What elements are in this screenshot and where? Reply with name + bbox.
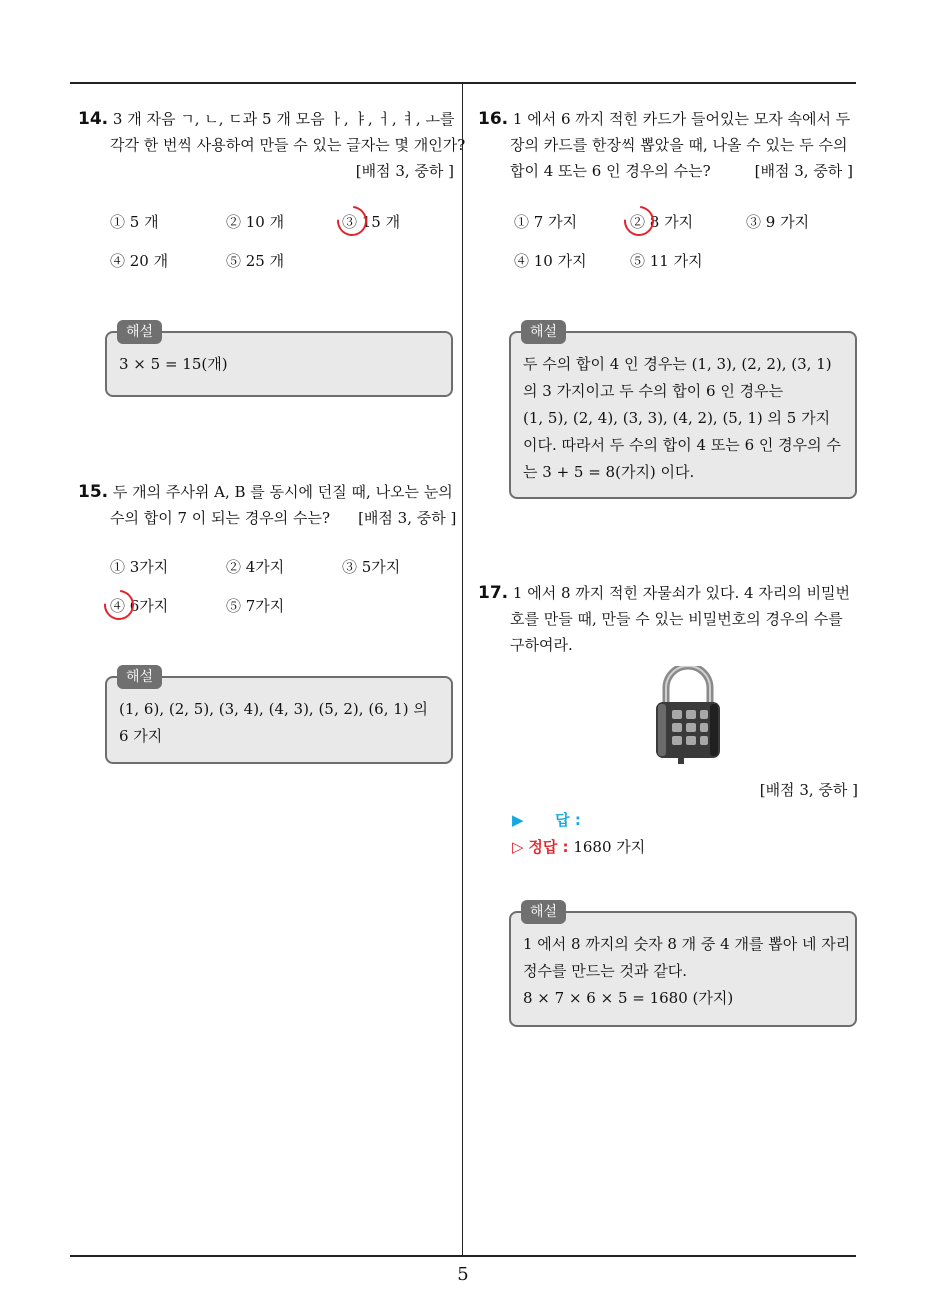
- question-text: 구하여라.: [510, 636, 573, 654]
- score-meta: [배점 3, 중하 ]: [358, 509, 457, 527]
- choice-3[interactable]: ③ 9 가지: [746, 213, 810, 231]
- question-17: [478, 580, 858, 658]
- solution-text: 1 에서 8 까지의 숫자 8 개 중 4 개를 뽑아 네 자리: [523, 935, 851, 953]
- score-meta: [배점 3, 중하 ]: [754, 162, 853, 180]
- choice-4[interactable]: ④ 20 개: [110, 252, 169, 270]
- question-15: [78, 479, 457, 531]
- solution-text: 이다. 따라서 두 수의 합이 4 또는 6 인 경우의 수: [523, 436, 841, 454]
- solution-box-15: [105, 676, 453, 764]
- question-text: 두 개의 주사위 A, B 를 동시에 던질 때, 나오는 눈의: [112, 483, 453, 501]
- solution-text: 6 가지: [119, 727, 163, 745]
- correct-answer-row: [512, 836, 645, 857]
- answer-label: 답 :: [555, 811, 581, 829]
- solution-text: 는 3 + 5 = 8(가지) 이다.: [523, 463, 695, 481]
- question-text: 장의 카드를 한장씩 뽑았을 때, 나올 수 있는 두 수의: [510, 136, 848, 154]
- question-text: 수의 합이 7 이 되는 경우의 수는? [배점 3, 중하 ]: [110, 509, 457, 527]
- solution-text: 의 3 가지이고 두 수의 합이 6 인 경우는: [523, 382, 784, 400]
- solution-box-16: [509, 331, 857, 499]
- header-rule: [70, 82, 856, 84]
- solution-tab: 해설: [521, 900, 566, 924]
- choice-4[interactable]: ④ 6가지: [110, 597, 169, 615]
- solution-box-17: [509, 911, 857, 1027]
- play-outline-icon: ▷: [512, 838, 524, 856]
- solution-text: (1, 6), (2, 5), (3, 4), (4, 3), (5, 2), (6, 1) 의: [119, 700, 428, 718]
- question-number: 14.: [78, 109, 109, 129]
- choice-3[interactable]: ③ 5가지: [342, 558, 401, 576]
- solution-tab: 해설: [521, 320, 566, 344]
- choice-5[interactable]: ⑤ 25 개: [226, 252, 285, 270]
- score-meta: [배점 3, 중하 ]: [355, 162, 454, 180]
- solution-text: (1, 5), (2, 4), (3, 3), (4, 2), (5, 1) 의 5 가지: [523, 409, 831, 427]
- question-text: 호를 만들 때, 만들 수 있는 비밀번호의 경우의 수를: [510, 610, 843, 628]
- answer-mark: [618, 200, 660, 242]
- question-text: 1 에서 8 까지 적힌 자물쇠가 있다. 4 자리의 비밀번: [512, 584, 851, 602]
- solution-text: 정수를 만드는 것과 같다.: [523, 962, 687, 980]
- page-number: 5: [457, 1264, 469, 1285]
- question-text: 1 에서 6 까지 적힌 카드가 들어있는 모자 속에서 두: [512, 110, 851, 128]
- solution-text: 두 수의 합이 4 인 경우는 (1, 3), (2, 2), (3, 1): [523, 355, 832, 373]
- padlock-image: [652, 666, 724, 766]
- answer-mark: [98, 584, 140, 626]
- solution-text: 3 × 5 = 15(개): [119, 355, 228, 373]
- question-text: 합이 4 또는 6 인 경우의 수는? [배점 3, 중하 ]: [510, 162, 853, 180]
- choice-4[interactable]: ④ 10 가지: [514, 252, 587, 270]
- solution-tab: 해설: [117, 320, 162, 344]
- play-icon: ▶: [512, 811, 524, 829]
- choice-5[interactable]: ⑤ 11 가지: [630, 252, 703, 270]
- choice-2[interactable]: ② 10 개: [226, 213, 285, 231]
- score-meta-17: [620, 777, 858, 803]
- choice-3[interactable]: ③ 15 개: [342, 213, 401, 231]
- question-text: 3 개 자음 ㄱ, ㄴ, ㄷ과 5 개 모음 ㅏ, ㅑ, ㅓ, ㅕ, ㅗ를: [112, 110, 455, 128]
- choice-2[interactable]: ② 8 가지: [630, 213, 694, 231]
- question-number: 16.: [478, 109, 509, 129]
- footer-rule: [70, 1255, 856, 1257]
- choice-5[interactable]: ⑤ 7가지: [226, 597, 285, 615]
- column-divider: [462, 83, 463, 1255]
- solution-tab: 해설: [117, 665, 162, 689]
- choice-1[interactable]: ① 3가지: [110, 558, 169, 576]
- correct-value: 1680 가지: [573, 838, 646, 856]
- solution-text: 8 × 7 × 6 × 5 = 1680 (가지): [523, 989, 734, 1007]
- choice-2[interactable]: ② 4가지: [226, 558, 285, 576]
- choice-1[interactable]: ① 7 가지: [514, 213, 578, 231]
- question-14: [78, 106, 466, 184]
- question-number: 17.: [478, 583, 509, 603]
- correct-label: 정답 :: [528, 838, 569, 856]
- choice-1[interactable]: ① 5 개: [110, 213, 159, 231]
- question-16: [478, 106, 858, 184]
- question-text: 각각 한 번씩 사용하여 만들 수 있는 글자는 몇 개인가?: [110, 136, 466, 154]
- question-number: 15.: [78, 482, 109, 502]
- score-meta: [배점 3, 중하 ]: [759, 781, 858, 799]
- answer-mark: [331, 200, 373, 242]
- answer-row: [512, 809, 581, 830]
